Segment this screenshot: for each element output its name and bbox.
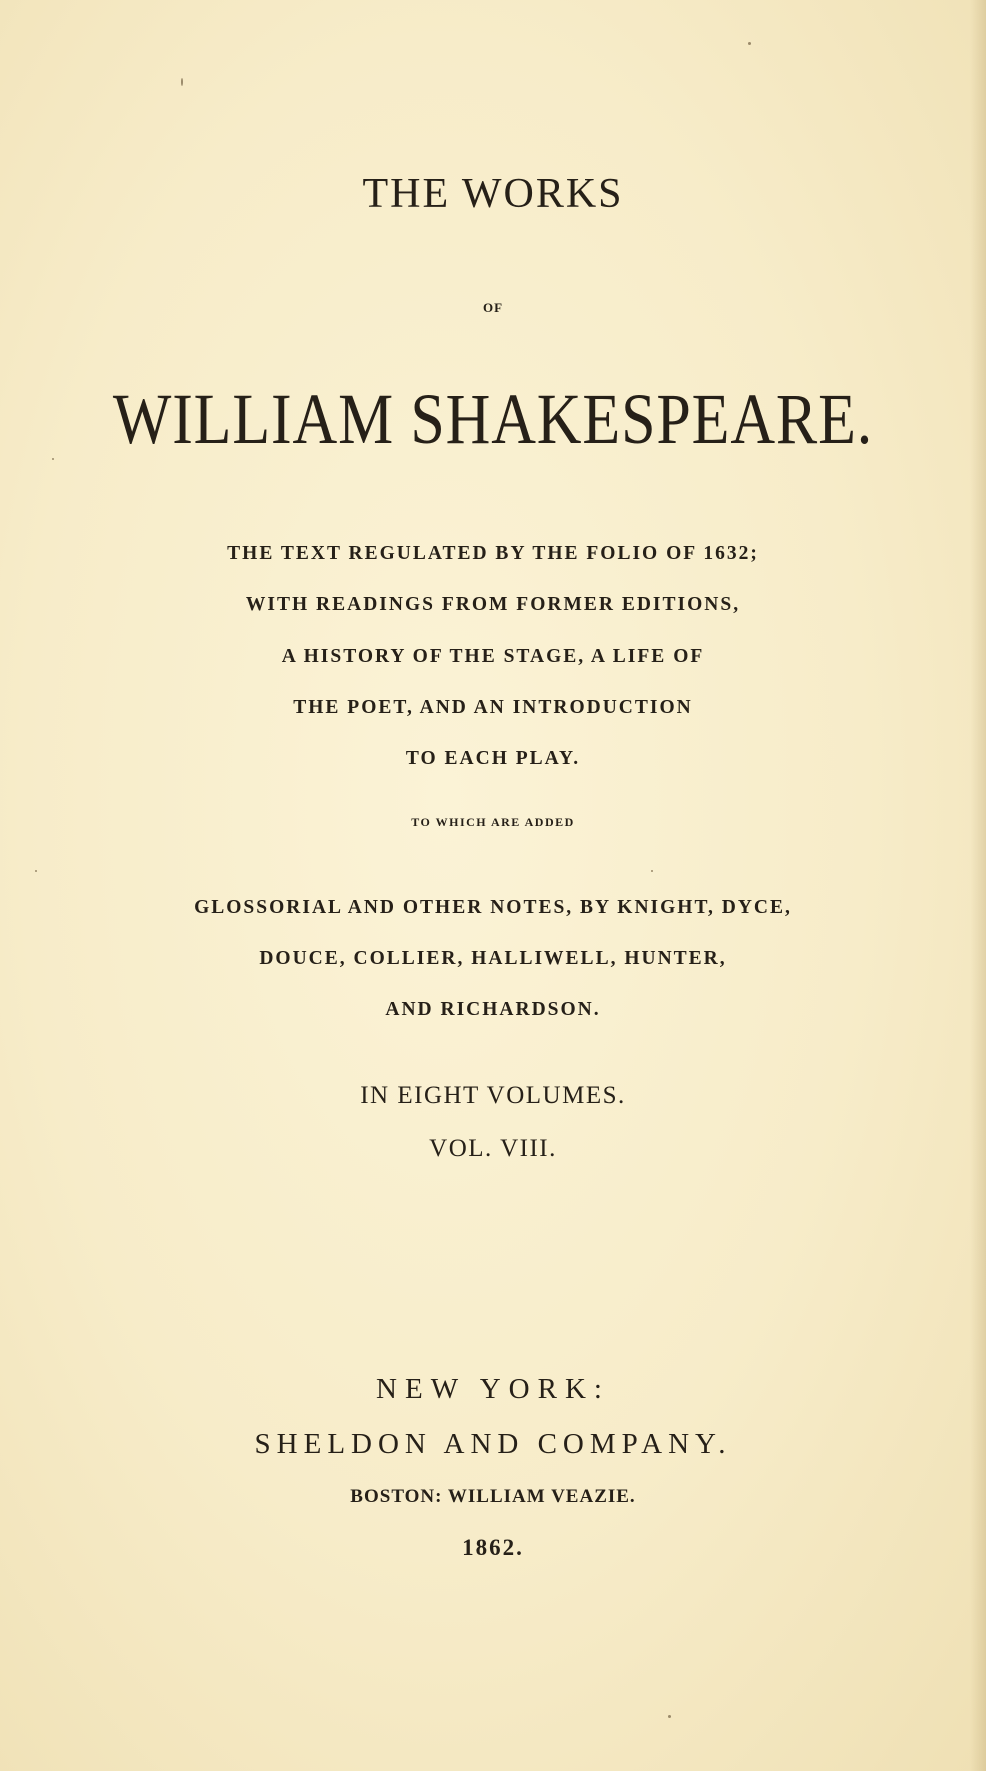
works-heading: THE WORKS xyxy=(362,171,624,217)
boston-publisher: BOSTON: WILLIAM VEAZIE. xyxy=(350,1486,636,1507)
notes-line: AND RICHARDSON. xyxy=(385,999,601,1020)
author-name: WILLIAM SHAKESPEARE. xyxy=(112,379,874,459)
publisher-name: SHELDON AND COMPANY. xyxy=(254,1428,732,1460)
description-line: TO EACH PLAY. xyxy=(405,748,581,769)
paper-speck xyxy=(35,870,37,872)
of-word: OF xyxy=(482,300,504,315)
description-line: THE POET, AND AN INTRODUCTION xyxy=(293,697,693,718)
notes-line: GLOSSORIAL AND OTHER NOTES, BY KNIGHT, DYCE, xyxy=(194,897,792,918)
volume-number: VOL. VIII. xyxy=(429,1135,557,1162)
paper-speck xyxy=(181,78,183,86)
description-line: A HISTORY OF THE STAGE, A LIFE OF xyxy=(281,646,705,667)
paper-speck xyxy=(52,458,54,460)
publisher-city: NEW YORK: xyxy=(376,1373,610,1405)
publication-year: 1862. xyxy=(462,1535,524,1560)
notes-line: DOUCE, COLLIER, HALLIWELL, HUNTER, xyxy=(259,948,727,969)
description-line: THE TEXT REGULATED BY THE FOLIO OF 1632; xyxy=(227,543,759,564)
paper-speck xyxy=(668,1715,671,1718)
volume-count: IN EIGHT VOLUMES. xyxy=(360,1082,626,1109)
description-line: WITH READINGS FROM FORMER EDITIONS, xyxy=(245,594,741,615)
added-intro: TO WHICH ARE ADDED xyxy=(411,815,575,829)
paper-speck xyxy=(651,870,653,872)
paper-speck xyxy=(748,42,751,45)
